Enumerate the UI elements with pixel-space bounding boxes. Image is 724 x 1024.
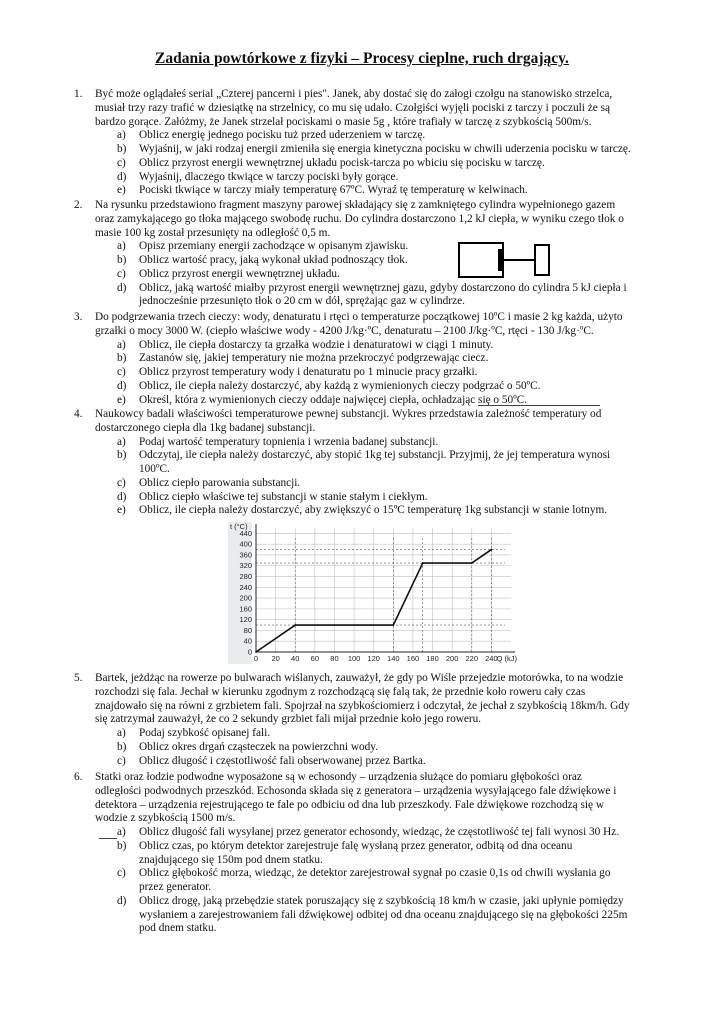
subtask-letter: a) [117, 129, 126, 142]
subtask-letter: e) [117, 393, 126, 406]
problem-text-line: masie 100 kg został przesunięty na odległość 0,5 m. [95, 226, 331, 239]
subtask-text: Podaj szybkość opisanej fali. [139, 727, 271, 739]
problem-number: 1. [74, 88, 83, 100]
strikethrough-mark [99, 838, 117, 839]
piston-cylinder-icon [458, 242, 550, 278]
problem-text-line: wodzie z szybkością 1500 m/s. [95, 812, 236, 825]
subtask-text: Oblicz głębokość morza, wiedząc, że detektor zarejestrował sygnał po czasie 0,1s od chwili wysłania go [139, 867, 611, 880]
subtask-letter: e) [117, 184, 126, 197]
x-tick-label: 60 [310, 654, 320, 663]
subtask-letter: c) [117, 156, 126, 169]
subtask-letter: a) [117, 240, 126, 253]
subtask-letter: b) [117, 740, 127, 753]
subtask-letter: b) [117, 839, 127, 852]
y-tick-label: 0 [247, 647, 252, 657]
subtask-letter: c) [117, 476, 126, 489]
temperature-vs-heat-chart [228, 522, 520, 664]
problem-number: 4. [74, 408, 83, 420]
y-tick-label: 280 [239, 572, 252, 582]
subtask-text: przez generator. [139, 881, 212, 893]
x-tick-label: 80 [330, 654, 339, 663]
subtask-letter: e) [117, 504, 126, 517]
subtask-text: Oblicz okres drgań cząsteczek na powierzchni wody. [139, 740, 379, 753]
data-point [392, 624, 394, 626]
subtask-text: Oblicz wartość pracy, jaką wykonał układ podnoszący tłok. [139, 254, 408, 266]
x-tick-label: 0 [253, 654, 259, 663]
y-tick-label: 240 [239, 582, 252, 592]
subtask-text: Wyjaśnij, w jaki rodzaj energii zmieniła się energia kinetyczna pocisku w chwili uderzenia pocisku w tarczę. [139, 143, 631, 155]
subtask-letter: a) [117, 435, 126, 448]
subtask-letter: d) [117, 281, 127, 294]
problem-text-line: rozchodzi się fala. Jechał w kierunku zgodnym z rozchodzącą się falą tak, że przednie koło roweru cały czas [95, 685, 586, 698]
problem-text-line: musiał trzy razy trafić w dziesiątkę na strzelnicy, co mu się udało. Czołgiści wyjęli pociski z tarczy i poczuli że są [95, 101, 610, 114]
problem-text-line: znajdowało się na równi z grzbietem fali. Spojrzał na szybkościomierz i odczytał, że jechał z szybkością 18km/h. Gdy [95, 699, 630, 712]
problem-text-line: Być może oglądałeś serial „Czterej pancerni i pies". Janek, aby dostać się do załogi czołgu na stanowisko strzelca, [95, 88, 613, 100]
problem-text-line: oraz zamykającego go tłoka mającego swobodę ruchu. Do cylindra dostarczono 1,2 kJ ciepła, w wyniku czego tłok o [95, 212, 624, 225]
subtask-text: Podaj wartość temperatury topnienia i wrzenia badanej substancji. [139, 435, 439, 448]
subtask-letter: d) [117, 170, 127, 183]
problem-text-line: Naukowcy badali właściwości temperaturowe pewnej substancji. Wykres przedstawia zależność temperatury od [95, 408, 602, 420]
strikethrough-mark [478, 405, 600, 406]
x-tick-label: 220 [465, 654, 479, 663]
y-tick-label: 120 [239, 615, 252, 625]
subtask-text: 100ºC. [139, 463, 170, 475]
subtask-text: Określ, która z wymienionych cieczy oddaje najwięcej ciepła, ochładzając się o 50ºC. [139, 393, 528, 406]
subtask-text: wysłaniem a zarejestrowaniem fali dźwiękowej odbitej od dna oceanu znajdującego się na głębokości 225m [139, 908, 628, 921]
y-tick-label: 320 [239, 561, 252, 571]
problem-number: 6. [74, 771, 83, 783]
subtask-text: pod dnem statku. [139, 922, 217, 935]
subtask-text: Oblicz czas, po którym detektor zarejestruje falę wysłaną przez generator, odbitą od dna oceanu [139, 839, 573, 852]
subtask-text: Oblicz przyrost energii wewnętrznej układu pocisk-tarcza po wbiciu się pocisku w tarczę. [139, 156, 545, 169]
subtask-text: Opisz przemiany energii zachodzące w opisanym zjawisku. [139, 240, 409, 253]
y-tick-label: 400 [239, 539, 252, 549]
x-tick-label: 20 [271, 654, 280, 663]
problem-text-line: odległości podwodnych przeszkód. Echosonda składa się z generatora – urządzenia wysyłającego fale dźwiękowe i [95, 784, 617, 797]
subtask-text: jednocześnie przesunięto tłok o 20 cm w dół, sprężając gaz w cylindrze. [139, 295, 465, 308]
x-tick-label: 120 [367, 654, 380, 663]
subtask-text: Oblicz ciepło parowania substancji. [139, 476, 301, 489]
subtask-letter: b) [117, 449, 127, 462]
problem-text-line: Do podgrzewania trzech cieczy: wody, denaturatu i rtęci o temperaturze początkowej 10ºC i masie 2 kg każda, użyto [95, 311, 623, 323]
x-tick-label: 40 [291, 654, 300, 663]
data-point [255, 651, 257, 653]
x-tick-label: 100 [347, 654, 361, 663]
subtask-text: Oblicz, ile ciepła należy dostarczyć, aby zwiększyć o 15ºC temperaturę 1kg substancji w stanie lotnym. [139, 504, 608, 517]
worksheet-title: Zadania powtórkowe z fizyki – Procesy cieplne, ruch drgający. [155, 50, 569, 67]
problem-text-line: Statki oraz łodzie podwodne wyposażone są w echosondy – urządzenia służące do pomiaru głębokości oraz [95, 771, 582, 783]
subtask-text: Odczytaj, ile ciepła należy dostarczyć, aby stopić 1kg tej substancji. Przyjmij, że jej temperatura wynosi [139, 449, 611, 462]
problem-number: 2. [74, 199, 83, 211]
subtask-text: Pociski tkwiące w tarczy miały temperaturę 67ºC. Wyraź tę temperaturę w kelwinach. [139, 184, 528, 197]
subtask-text: Oblicz, ile ciepła należy dostarczyć, aby każdą z wymienionych cieczy podgrzać o 50ºC. [139, 379, 541, 392]
subtask-letter: a) [117, 826, 126, 838]
subtask-text: Oblicz przyrost energii wewnętrznej układu. [139, 267, 340, 280]
problem-number: 5. [74, 672, 83, 684]
problem-text-line: się zatrzymał zauważył, że co 2 sekundy grzbiet fali mijał przednie koło jego roweru. [95, 713, 482, 726]
subtask-text: Wyjaśnij, dlaczego tkwiące w tarczy pociski były gorące. [139, 170, 399, 183]
subtask-letter: a) [117, 338, 126, 351]
data-point [422, 562, 424, 564]
subtask-letter: c) [117, 267, 126, 280]
x-tick-label: 180 [426, 654, 439, 663]
problem-text-line: bardzo gorące. Załóżmy, że Janek strzelał pociskami o masie 5g , które trafiały w tarczę z szybkością 500m/s. [95, 115, 592, 128]
y-tick-label: 200 [239, 593, 252, 603]
subtask-letter: b) [117, 352, 127, 365]
subtask-letter: c) [117, 366, 126, 378]
subtask-text: Zastanów się, jakiej temperatury nie można przekroczyć podgrzewając ciecz. [139, 352, 489, 365]
subtask-text: Oblicz drogę, jaką przebędzie statek poruszający się z szybkością 18 km/h w czasie, jaki upłynie pomiędzy [139, 894, 624, 907]
subtask-text: Oblicz, ile ciepła dostarczy ta grzałka wodzie i denaturatowi w ciągi 1 minuty. [139, 338, 494, 351]
problem-text-line: Bartek, jeżdżąc na rowerze po bulwarach wiślanych, zauważył, że gdy po Wiśle przejedzie motorówka, to na wodzie [95, 672, 624, 684]
x-tick-label: 140 [387, 654, 400, 663]
problem-text-line: detektora – urządzenia rejestrującego te fale po odbiciu od dna lub przeszkody. Fale dźwiękowe rozchodzą się w [95, 798, 604, 811]
subtask-letter: d) [117, 490, 127, 503]
subtask-text: Oblicz ciepło właściwe tej substancji w stanie stałym i ciekłym. [139, 490, 428, 503]
subtask-text: Oblicz, jaką wartość miałby przyrost energii wewnętrznej gazu, gdyby dostarczono do cylindra 5 kJ ciepła i [139, 281, 627, 294]
subtask-text: znajdującego się 150m pod dnem statku. [139, 853, 323, 866]
problem-text-line: dostarczonego ciepła dla 1kg badanej substancji. [95, 421, 316, 434]
problem-text-line: grzałki o mocy 3000 W. (ciepło właściwe wody - 4200 J/kg·ºC, denaturatu – 2100 J/kg·ºC, rtęci - 130 J/kg·ºC. [95, 324, 594, 337]
y-tick-label: 360 [239, 550, 252, 560]
subtask-text: Oblicz długość fali wysyłanej przez generator echosondy, wiedząc, że częstotliwość tej fali wynosi 30 Hz. [139, 826, 620, 838]
y-axis-label: t (°C) [230, 522, 248, 531]
data-point [490, 549, 492, 551]
subtask-letter: c) [117, 754, 126, 767]
subtask-text: Oblicz energię jednego pocisku tuż przed uderzeniem w tarczę. [139, 129, 426, 142]
subtask-letter: b) [117, 143, 127, 155]
subtask-letter: d) [117, 894, 127, 907]
data-point [471, 562, 473, 564]
y-tick-label: 40 [243, 636, 252, 646]
y-tick-label: 160 [239, 604, 252, 614]
y-tick-label: 80 [243, 625, 252, 635]
problem-number: 3. [74, 311, 83, 323]
x-tick-label: 160 [406, 654, 420, 663]
y-tick-label: 440 [239, 528, 252, 538]
subtask-letter: a) [117, 727, 126, 739]
subtask-text: Oblicz przyrost temperatury wody i denaturatu po 1 minucie pracy grzałki. [139, 366, 478, 378]
problem-text-line: Na rysunku przedstawiono fragment maszyny parowej składający się z zamkniętego cylindra wypełnionego gazem [95, 199, 616, 211]
subtask-letter: b) [117, 254, 127, 266]
subtask-letter: d) [117, 379, 127, 392]
x-tick-label: 200 [445, 654, 459, 663]
x-tick-label: 240 [485, 654, 498, 663]
subtask-letter: c) [117, 867, 126, 880]
subtask-text: Oblicz długość i częstotliwość fali obserwowanej przez Bartka. [139, 754, 426, 767]
data-point [294, 624, 296, 626]
x-axis-label: Q (kJ) [496, 654, 517, 663]
